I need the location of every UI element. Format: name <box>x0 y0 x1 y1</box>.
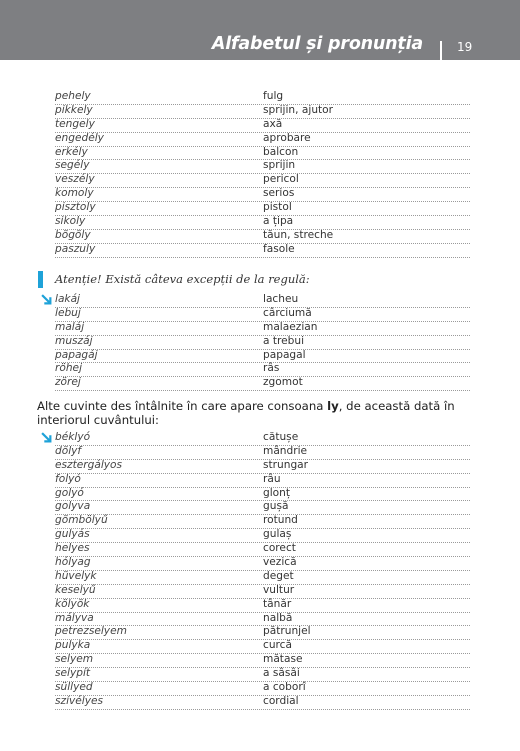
vocab-row <box>55 377 470 391</box>
romanian-translation: vezică <box>263 556 297 569</box>
chapter-title: Alfabetul și pronunția <box>211 34 423 54</box>
hungarian-word: bögöly <box>55 228 91 241</box>
romanian-translation: a coborî <box>263 681 306 694</box>
romanian-translation: mătase <box>263 653 303 666</box>
note-text: Atenție! Există câteva excepții de la regulă: <box>55 272 310 286</box>
hungarian-word: pisztoly <box>55 201 96 214</box>
romanian-translation: deget <box>263 569 294 582</box>
romanian-translation: a sâsâi <box>263 667 300 680</box>
hungarian-word: segély <box>55 159 90 172</box>
romanian-translation: sprijin, ajutor <box>263 103 334 116</box>
vocab-list-exceptions <box>55 294 470 391</box>
romanian-translation: a țipa <box>263 215 294 228</box>
vocab-row <box>55 613 470 627</box>
hungarian-word: süllyed <box>55 681 93 694</box>
vocab-row <box>55 682 470 696</box>
romanian-translation: tânăr <box>263 597 292 610</box>
romanian-translation: malaezian <box>263 320 318 333</box>
hungarian-word: komoly <box>55 187 94 200</box>
vocab-row <box>55 105 470 119</box>
hungarian-word: mályva <box>55 611 94 624</box>
vocab-row <box>55 460 470 474</box>
page-number: 19 <box>457 40 473 54</box>
vocab-row <box>55 543 470 557</box>
hungarian-word: kölyök <box>55 597 90 610</box>
romanian-translation: fasole <box>263 242 295 255</box>
hungarian-word: veszély <box>55 173 95 186</box>
vocab-row <box>55 640 470 654</box>
vocab-list-ly-inside <box>55 432 470 710</box>
vocab-row <box>55 501 470 515</box>
romanian-translation: râs <box>263 362 280 375</box>
vocab-row <box>55 188 470 202</box>
vocab-row <box>55 626 470 640</box>
vocab-row <box>55 336 470 350</box>
romanian-translation: zgomot <box>263 376 303 389</box>
arrow-down-right-icon <box>41 294 52 305</box>
vocab-row <box>55 91 470 105</box>
hungarian-word: paszuly <box>55 242 96 255</box>
intro-paragraph <box>37 399 487 427</box>
hungarian-word: hüvelyk <box>55 569 97 582</box>
vocab-row <box>55 363 470 377</box>
hungarian-word: muszáj <box>55 334 93 347</box>
vocab-row <box>55 202 470 216</box>
hungarian-word: selyem <box>55 653 94 666</box>
paragraph-text: Alte cuvinte des întâlnite în care apare consoana <box>37 399 328 413</box>
hungarian-word: golyó <box>55 486 84 499</box>
vocab-row <box>55 668 470 682</box>
hungarian-word: selypít <box>55 667 91 680</box>
hungarian-word: keselyű <box>55 583 96 596</box>
hungarian-word: folyó <box>55 472 81 485</box>
hungarian-word: pulyka <box>55 639 91 652</box>
hungarian-word: maláj <box>55 320 85 333</box>
vocab-row <box>55 119 470 133</box>
vocab-row <box>55 244 470 258</box>
vocab-row <box>55 294 470 308</box>
vocab-row <box>55 432 470 446</box>
vocab-row <box>55 350 470 364</box>
romanian-translation: glonț <box>263 486 291 499</box>
vocab-row <box>55 557 470 571</box>
romanian-translation: mândrie <box>263 444 308 457</box>
header-separator <box>440 41 442 60</box>
paragraph-consonant: ly <box>327 399 339 413</box>
hungarian-word: szívélyes <box>55 694 104 707</box>
romanian-translation: pătrunjel <box>263 625 311 638</box>
hungarian-word: pehely <box>55 90 91 102</box>
romanian-translation: cordial <box>263 694 299 707</box>
romanian-translation: axă <box>263 117 283 130</box>
hungarian-word: golyva <box>55 500 91 513</box>
hungarian-word: sikoly <box>55 215 86 228</box>
vocab-row <box>55 488 470 502</box>
vocab-row <box>55 529 470 543</box>
hungarian-word: petrezselyem <box>55 625 127 638</box>
romanian-translation: lacheu <box>263 293 299 305</box>
hungarian-word: lebuj <box>55 306 81 319</box>
romanian-translation: vultur <box>263 583 295 596</box>
romanian-translation: fulg <box>263 90 284 102</box>
romanian-translation: curcă <box>263 639 292 652</box>
romanian-translation: balcon <box>263 145 299 158</box>
hungarian-word: röhej <box>55 362 83 375</box>
hungarian-word: papagáj <box>55 348 98 361</box>
hungarian-word: zörej <box>55 376 81 389</box>
romanian-translation: papagal <box>263 348 306 361</box>
hungarian-word: dölyf <box>55 444 82 457</box>
vocab-row <box>55 654 470 668</box>
romanian-translation: rotund <box>263 514 298 527</box>
vocab-list-ly-ending <box>55 91 470 258</box>
romanian-translation: strungar <box>263 458 309 471</box>
romanian-translation: cârciumă <box>263 306 312 319</box>
vocab-row <box>55 147 470 161</box>
hungarian-word: erkély <box>55 145 88 158</box>
vocab-row <box>55 446 470 460</box>
romanian-translation: râu <box>263 472 281 485</box>
hungarian-word: béklyó <box>55 431 91 443</box>
romanian-translation: corect <box>263 542 296 555</box>
vocab-row <box>55 174 470 188</box>
romanian-translation: pistol <box>263 201 292 214</box>
hungarian-word: hólyag <box>55 556 91 569</box>
romanian-translation: a trebui <box>263 334 305 347</box>
romanian-translation: pericol <box>263 173 299 186</box>
vocab-row <box>55 133 470 147</box>
romanian-translation: nalbă <box>263 611 293 624</box>
romanian-translation: tăun, streche <box>263 228 334 241</box>
vocab-row <box>55 474 470 488</box>
note-accent-bar <box>38 271 43 288</box>
romanian-translation: gulaș <box>263 528 292 541</box>
vocab-row <box>55 585 470 599</box>
hungarian-word: pikkely <box>55 103 93 116</box>
romanian-translation: gușă <box>263 500 289 513</box>
vocab-row <box>55 216 470 230</box>
vocab-row <box>55 696 470 710</box>
paragraph-text-end: , de această dată în interiorul cuvântului: <box>37 399 455 427</box>
vocab-row <box>55 160 470 174</box>
vocab-row <box>55 322 470 336</box>
romanian-translation: aprobare <box>263 131 311 144</box>
page-header <box>0 0 520 60</box>
vocab-row <box>55 599 470 613</box>
vocab-row <box>55 515 470 529</box>
hungarian-word: gulyás <box>55 528 90 541</box>
romanian-translation: serios <box>263 187 295 200</box>
vocab-row <box>55 571 470 585</box>
hungarian-word: helyes <box>55 542 90 555</box>
hungarian-word: tengely <box>55 117 95 130</box>
vocab-row <box>55 230 470 244</box>
hungarian-word: lakáj <box>55 293 81 305</box>
hungarian-word: engedély <box>55 131 104 144</box>
romanian-translation: sprijin <box>263 159 296 172</box>
hungarian-word: esztergályos <box>55 458 123 471</box>
arrow-down-right-icon <box>41 432 52 443</box>
hungarian-word: gömbölyű <box>55 514 108 527</box>
romanian-translation: cătușe <box>263 431 299 443</box>
vocab-row <box>55 308 470 322</box>
